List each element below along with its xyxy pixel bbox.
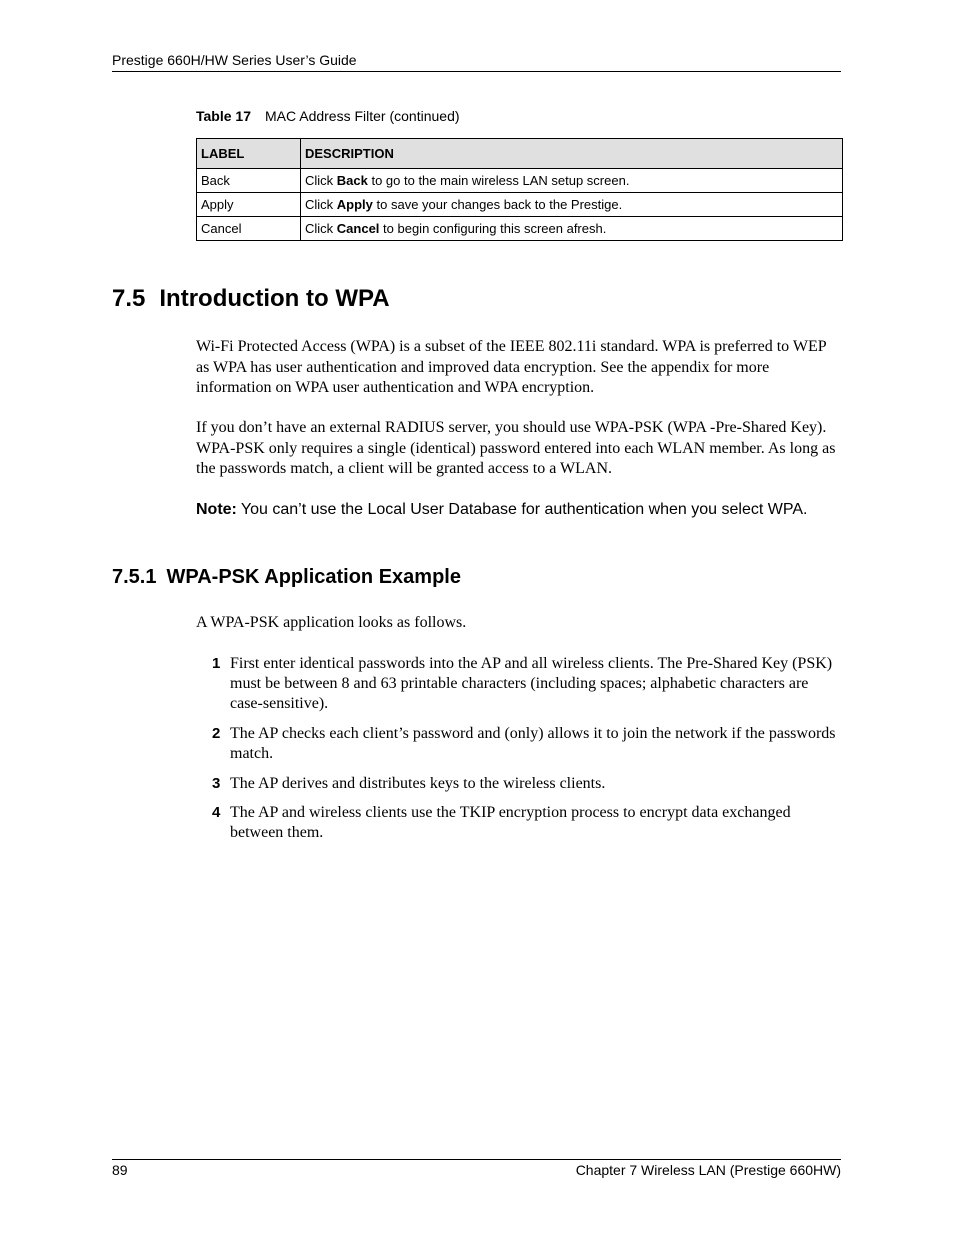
step-text: First enter identical passwords into the AP and all wireless clients. The Pre-Shared Key (PSK) must be between 8 and 63 printable characters (including spaces; alphabetic characters are case-sensitive). — [230, 655, 833, 712]
list-item — [196, 774, 841, 794]
step-number: 4 — [212, 804, 221, 821]
table-row — [197, 193, 843, 217]
list-item — [196, 724, 841, 764]
section-title: Introduction to WPA — [159, 285, 390, 312]
note-text: You can’t use the Local User Database for authentication when you select WPA. — [240, 501, 808, 518]
step-number: 3 — [212, 775, 221, 792]
step-text: The AP checks each client’s password and (only) allows it to join the network if the passwords match. — [230, 725, 836, 762]
row-description: Click Cancel to begin configuring this screen afresh. — [301, 217, 843, 241]
page-header-title: Prestige 660H/HW Series User’s Guide — [112, 52, 357, 68]
row-label: Apply — [197, 193, 301, 217]
footer-rule — [112, 1159, 841, 1160]
row-label: Back — [197, 169, 301, 193]
header-rule — [112, 71, 841, 72]
table-header-row — [197, 139, 843, 169]
subsection-heading — [112, 565, 461, 590]
page-number: 89 — [112, 1162, 128, 1178]
paragraph-wpa-intro: Wi-Fi Protected Access (WPA) is a subset of the IEEE 802.11i standard. WPA is preferred to WEP as WPA has user authentication and improved data encryption. See the appendix for more information on WPA user authentication and WPA encryption. — [196, 338, 827, 396]
table-row — [197, 169, 843, 193]
row-label: Cancel — [197, 217, 301, 241]
list-item — [196, 803, 841, 843]
mac-address-filter-table — [196, 138, 843, 241]
row-description: Click Apply to save your changes back to the Prestige. — [301, 193, 843, 217]
step-number: 1 — [212, 655, 221, 672]
column-header-label: LABEL — [197, 139, 301, 169]
step-text: The AP derives and distributes keys to the wireless clients. — [230, 775, 606, 792]
table-caption — [196, 108, 460, 125]
note — [196, 499, 841, 520]
step-text: The AP and wireless clients use the TKIP encryption process to encrypt data exchanged between them. — [230, 804, 791, 841]
section-number: 7.5 — [112, 285, 146, 312]
paragraph-wpa-psk: If you don’t have an external RADIUS server, you should use WPA-PSK (WPA -Pre-Shared Key). WPA-PSK only requires a single (identical) password entered into each WLAN member. As long as the passwords match, a client will be granted access to a WLAN. — [196, 419, 836, 477]
subsection-intro: A WPA-PSK application looks as follows. — [196, 614, 467, 631]
column-header-description: DESCRIPTION — [301, 139, 843, 169]
section-heading — [112, 284, 390, 314]
table-caption-label: Table 17 — [196, 108, 251, 124]
subsection-title: WPA-PSK Application Example — [166, 566, 461, 588]
row-description: Click Back to go to the main wireless LAN setup screen. — [301, 169, 843, 193]
table-caption-text: MAC Address Filter (continued) — [265, 108, 460, 124]
list-item — [196, 654, 841, 714]
table-row — [197, 217, 843, 241]
subsection-number: 7.5.1 — [112, 566, 157, 588]
footer-chapter: Chapter 7 Wireless LAN (Prestige 660HW) — [575, 1162, 841, 1178]
step-number: 2 — [212, 725, 221, 742]
note-label: Note: — [196, 501, 237, 518]
